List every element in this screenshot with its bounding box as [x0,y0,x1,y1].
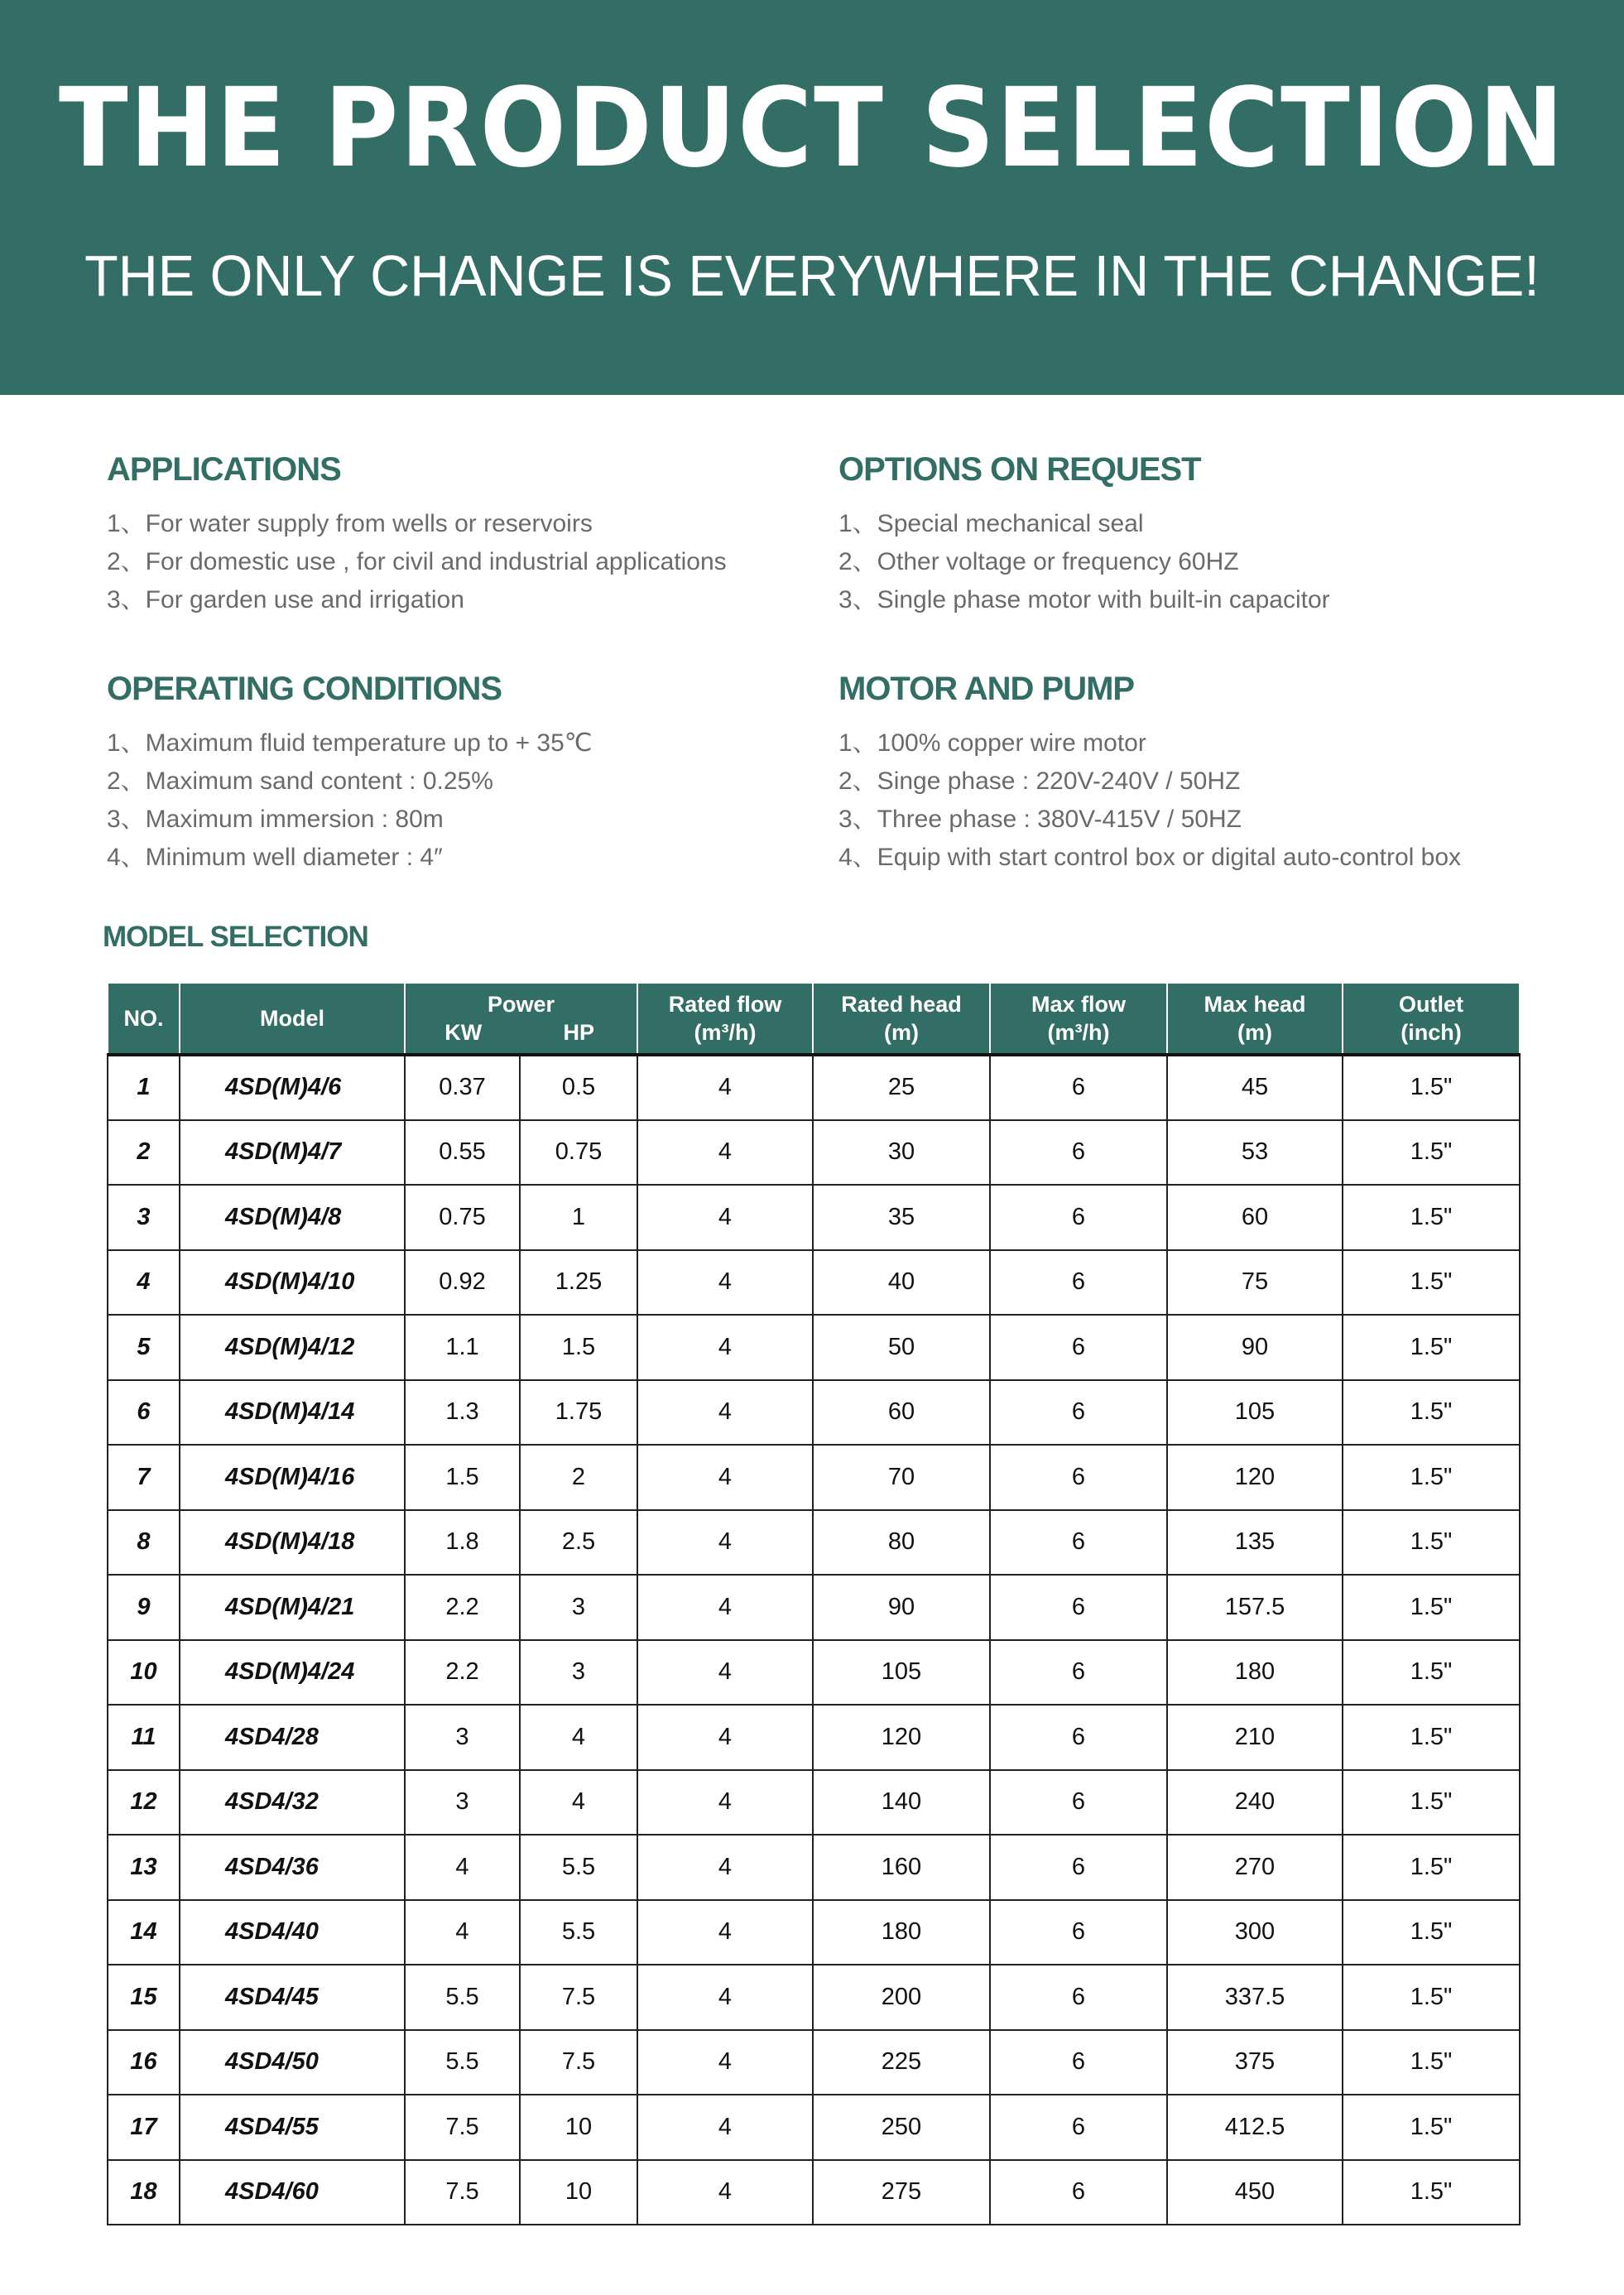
header-power [405,983,637,1055]
cell-outlet: 1.5" [1343,1315,1520,1380]
cell-max-flow: 6 [990,2095,1167,2160]
cell-hp: 5.5 [520,1900,637,1965]
table-row [108,2030,1520,2095]
cell-rated-head: 275 [813,2160,990,2225]
cell-max-head: 105 [1167,1380,1343,1446]
cell-max-head: 90 [1167,1315,1343,1380]
cell-no: 2 [108,1120,180,1186]
cell-no: 3 [108,1185,180,1250]
cell-rated-flow: 4 [637,1055,813,1120]
cell-max-flow: 6 [990,1640,1167,1706]
cell-max-head: 412.5 [1167,2095,1343,2160]
cell-kw: 4 [405,1835,520,1900]
cell-outlet: 1.5" [1343,1770,1520,1836]
cell-rated-flow: 4 [637,1575,813,1640]
cell-outlet: 1.5" [1343,1705,1520,1770]
cell-model: 4SD4/40 [180,1900,405,1965]
cell-kw: 0.37 [405,1055,520,1120]
cell-hp: 1.75 [520,1380,637,1446]
cell-max-head: 240 [1167,1770,1343,1836]
cell-hp: 7.5 [520,1965,637,2030]
cell-outlet: 1.5" [1343,1900,1520,1965]
table-row [108,1900,1520,1965]
cell-max-flow: 6 [990,1575,1167,1640]
cell-max-flow: 6 [990,1965,1167,2030]
cell-kw: 5.5 [405,2030,520,2095]
list-item: 2、Singe phase : 220V-240V / 50HZ [838,767,1241,795]
list-item: 3、For garden use and irrigation [107,586,464,613]
cell-model: 4SD(M)4/6 [180,1055,405,1120]
cell-kw: 3 [405,1705,520,1770]
cell-no: 12 [108,1770,180,1836]
cell-no: 5 [108,1315,180,1380]
cell-max-flow: 6 [990,1900,1167,1965]
list-item: 4、Equip with start control box or digital auto-control box [838,844,1462,871]
cell-outlet: 1.5" [1343,1965,1520,2030]
cell-outlet: 1.5" [1343,1445,1520,1510]
cell-model: 4SD(M)4/18 [180,1510,405,1576]
table-row [108,1575,1520,1640]
cell-rated-head: 225 [813,2030,990,2095]
table-row [108,1640,1520,1706]
cell-max-flow: 6 [990,1835,1167,1900]
cell-hp: 2.5 [520,1510,637,1576]
list-item: 2、Maximum sand content : 0.25% [107,767,493,795]
cell-rated-head: 35 [813,1185,990,1250]
cell-outlet: 1.5" [1343,2095,1520,2160]
cell-outlet: 1.5" [1343,1835,1520,1900]
cell-outlet: 1.5" [1343,1055,1520,1120]
cell-max-head: 450 [1167,2160,1343,2225]
cell-hp: 3 [520,1575,637,1640]
cell-max-flow: 6 [990,1380,1167,1446]
cell-rated-flow: 4 [637,1640,813,1706]
cell-hp: 1.5 [520,1315,637,1380]
cell-rated-head: 30 [813,1120,990,1186]
cell-rated-flow: 4 [637,1445,813,1510]
table-header-row [108,983,1520,1055]
header-unit: (m³/h) [1047,1020,1110,1045]
options-section [838,451,1330,619]
cell-hp: 10 [520,2095,637,2160]
table-row [108,1185,1520,1250]
cell-kw: 0.75 [405,1185,520,1250]
model-selection-heading: MODEL SELECTION [103,921,368,953]
cell-kw: 2.2 [405,1575,520,1640]
table-body [108,1055,1520,2225]
list-item: 2、For domestic use , for civil and industrial applications [107,548,727,575]
model-selection-table [107,982,1521,2225]
cell-rated-head: 25 [813,1055,990,1120]
cell-max-head: 53 [1167,1120,1343,1186]
cell-hp: 10 [520,2160,637,2225]
cell-outlet: 1.5" [1343,1510,1520,1576]
cell-rated-flow: 4 [637,1315,813,1380]
cell-rated-head: 105 [813,1640,990,1706]
cell-kw: 1.5 [405,1445,520,1510]
cell-rated-head: 140 [813,1770,990,1836]
cell-no: 9 [108,1575,180,1640]
cell-outlet: 1.5" [1343,1250,1520,1316]
header-kw: KW [444,1020,483,1045]
header-max-head [1167,983,1343,1055]
cell-max-flow: 6 [990,1705,1167,1770]
cell-no: 7 [108,1445,180,1510]
cell-hp: 5.5 [520,1835,637,1900]
table-row [108,1835,1520,1900]
header-power-label: Power [487,992,555,1017]
table-row [108,1250,1520,1316]
header-outlet [1343,983,1520,1055]
cell-model: 4SD4/55 [180,2095,405,2160]
cell-outlet: 1.5" [1343,1120,1520,1186]
cell-no: 10 [108,1640,180,1706]
cell-rated-flow: 4 [637,1510,813,1576]
cell-rated-flow: 4 [637,2160,813,2225]
cell-max-head: 45 [1167,1055,1343,1120]
cell-max-flow: 6 [990,2030,1167,2095]
cell-rated-head: 160 [813,1835,990,1900]
cell-model: 4SD(M)4/10 [180,1250,405,1316]
header-rated-flow [637,983,813,1055]
cell-model: 4SD(M)4/24 [180,1640,405,1706]
cell-no: 14 [108,1900,180,1965]
cell-max-flow: 6 [990,1250,1167,1316]
header-label: Outlet [1399,992,1463,1017]
cell-rated-head: 70 [813,1445,990,1510]
cell-rated-flow: 4 [637,1900,813,1965]
list-item: 1、Maximum fluid temperature up to + 35℃ [107,729,593,757]
header-unit: (m) [884,1020,919,1045]
cell-max-head: 75 [1167,1250,1343,1316]
cell-rated-flow: 4 [637,1965,813,2030]
section-heading: APPLICATIONS [107,451,341,488]
cell-rated-flow: 4 [637,2095,813,2160]
cell-rated-head: 60 [813,1380,990,1446]
cell-rated-flow: 4 [637,1250,813,1316]
header-unit: (m³/h) [694,1020,757,1045]
cell-rated-head: 250 [813,2095,990,2160]
cell-kw: 4 [405,1900,520,1965]
header-label: Rated head [841,992,962,1017]
header-no: NO. [108,983,180,1055]
cell-hp: 4 [520,1770,637,1836]
list-item: 2、Other voltage or frequency 60HZ [838,548,1239,575]
cell-hp: 2 [520,1445,637,1510]
section-heading: MOTOR AND PUMP [838,671,1135,707]
cell-no: 8 [108,1510,180,1576]
cell-max-flow: 6 [990,2160,1167,2225]
cell-hp: 7.5 [520,2030,637,2095]
cell-max-flow: 6 [990,1510,1167,1576]
cell-rated-flow: 4 [637,1835,813,1900]
list-item: 3、Maximum immersion : 80m [107,806,444,833]
header-hp: HP [563,1020,594,1045]
cell-max-flow: 6 [990,1315,1167,1380]
table-row [108,1315,1520,1380]
cell-no: 18 [108,2160,180,2225]
operating-conditions-section [107,671,592,877]
cell-outlet: 1.5" [1343,1380,1520,1446]
table-row [108,1055,1520,1120]
cell-model: 4SD(M)4/8 [180,1185,405,1250]
cell-hp: 0.75 [520,1120,637,1186]
list-item: 1、Special mechanical seal [838,510,1144,537]
cell-model: 4SD(M)4/12 [180,1315,405,1380]
cell-kw: 0.55 [405,1120,520,1186]
section-heading: OPERATING CONDITIONS [107,671,502,707]
cell-max-head: 135 [1167,1510,1343,1576]
cell-no: 11 [108,1705,180,1770]
cell-rated-head: 80 [813,1510,990,1576]
cell-rated-head: 200 [813,1965,990,2030]
cell-no: 16 [108,2030,180,2095]
header-unit: (inch) [1401,1020,1462,1045]
cell-max-flow: 6 [990,1445,1167,1510]
cell-hp: 0.5 [520,1055,637,1120]
cell-no: 6 [108,1380,180,1446]
cell-rated-flow: 4 [637,1770,813,1836]
header-max-flow [990,983,1167,1055]
list-item: 1、100% copper wire motor [838,729,1146,757]
cell-rated-flow: 4 [637,1380,813,1446]
cell-kw: 1.3 [405,1380,520,1446]
cell-no: 4 [108,1250,180,1316]
cell-model: 4SD4/45 [180,1965,405,2030]
table-row [108,1965,1520,2030]
cell-kw: 7.5 [405,2160,520,2225]
list-item: 1、For water supply from wells or reservoirs [107,510,593,537]
header-label: Max flow [1031,992,1126,1017]
header-label: Max head [1204,992,1306,1017]
table-row [108,1705,1520,1770]
cell-model: 4SD4/50 [180,2030,405,2095]
cell-rated-flow: 4 [637,1120,813,1186]
applications-section [107,451,727,619]
cell-model: 4SD4/36 [180,1835,405,1900]
header-unit: (m) [1237,1020,1272,1045]
cell-max-flow: 6 [990,1770,1167,1836]
cell-model: 4SD(M)4/16 [180,1445,405,1510]
cell-rated-head: 40 [813,1250,990,1316]
motor-pump-section [838,671,1461,877]
cell-hp: 1 [520,1185,637,1250]
table-row [108,2160,1520,2225]
cell-kw: 2.2 [405,1640,520,1706]
page-subtitle: THE ONLY CHANGE IS EVERYWHERE IN THE CHANGE! [84,243,1540,308]
cell-max-head: 337.5 [1167,1965,1343,2030]
cell-max-head: 157.5 [1167,1575,1343,1640]
list-item: 3、Three phase : 380V-415V / 50HZ [838,806,1242,833]
cell-hp: 4 [520,1705,637,1770]
header-label: Rated flow [668,992,782,1017]
header-model: Model [180,983,405,1055]
cell-rated-flow: 4 [637,1705,813,1770]
cell-kw: 3 [405,1770,520,1836]
cell-model: 4SD(M)4/7 [180,1120,405,1186]
list-item: 3、Single phase motor with built-in capacitor [838,586,1330,613]
page-title: THE PRODUCT SELECTION [58,65,1566,192]
cell-model: 4SD(M)4/14 [180,1380,405,1446]
cell-hp: 1.25 [520,1250,637,1316]
cell-rated-head: 50 [813,1315,990,1380]
cell-max-head: 180 [1167,1640,1343,1706]
cell-kw: 0.92 [405,1250,520,1316]
cell-max-head: 375 [1167,2030,1343,2095]
cell-no: 13 [108,1835,180,1900]
cell-outlet: 1.5" [1343,2030,1520,2095]
section-heading: OPTIONS ON REQUEST [838,451,1201,488]
table-row [108,1445,1520,1510]
cell-max-head: 60 [1167,1185,1343,1250]
cell-outlet: 1.5" [1343,2160,1520,2225]
cell-outlet: 1.5" [1343,1575,1520,1640]
cell-kw: 1.8 [405,1510,520,1576]
table-row [108,2095,1520,2160]
cell-kw: 5.5 [405,1965,520,2030]
table-row [108,1510,1520,1576]
cell-max-head: 120 [1167,1445,1343,1510]
list-item: 4、Minimum well diameter : 4″ [107,844,443,871]
cell-no: 17 [108,2095,180,2160]
cell-outlet: 1.5" [1343,1640,1520,1706]
cell-rated-head: 120 [813,1705,990,1770]
cell-model: 4SD4/60 [180,2160,405,2225]
cell-no: 15 [108,1965,180,2030]
cell-max-head: 300 [1167,1900,1343,1965]
cell-model: 4SD4/32 [180,1770,405,1836]
table-row [108,1770,1520,1836]
cell-no: 1 [108,1055,180,1120]
cell-max-flow: 6 [990,1055,1167,1120]
cell-max-head: 270 [1167,1835,1343,1900]
cell-kw: 7.5 [405,2095,520,2160]
cell-model: 4SD4/28 [180,1705,405,1770]
cell-rated-head: 180 [813,1900,990,1965]
header-rated-head [813,983,990,1055]
cell-max-flow: 6 [990,1120,1167,1186]
cell-rated-flow: 4 [637,1185,813,1250]
cell-rated-head: 90 [813,1575,990,1640]
cell-max-flow: 6 [990,1185,1167,1250]
header-banner [0,0,1624,395]
table-row [108,1380,1520,1446]
cell-rated-flow: 4 [637,2030,813,2095]
cell-outlet: 1.5" [1343,1185,1520,1250]
cell-max-head: 210 [1167,1705,1343,1770]
table-row [108,1120,1520,1186]
cell-hp: 3 [520,1640,637,1706]
cell-model: 4SD(M)4/21 [180,1575,405,1640]
cell-kw: 1.1 [405,1315,520,1380]
